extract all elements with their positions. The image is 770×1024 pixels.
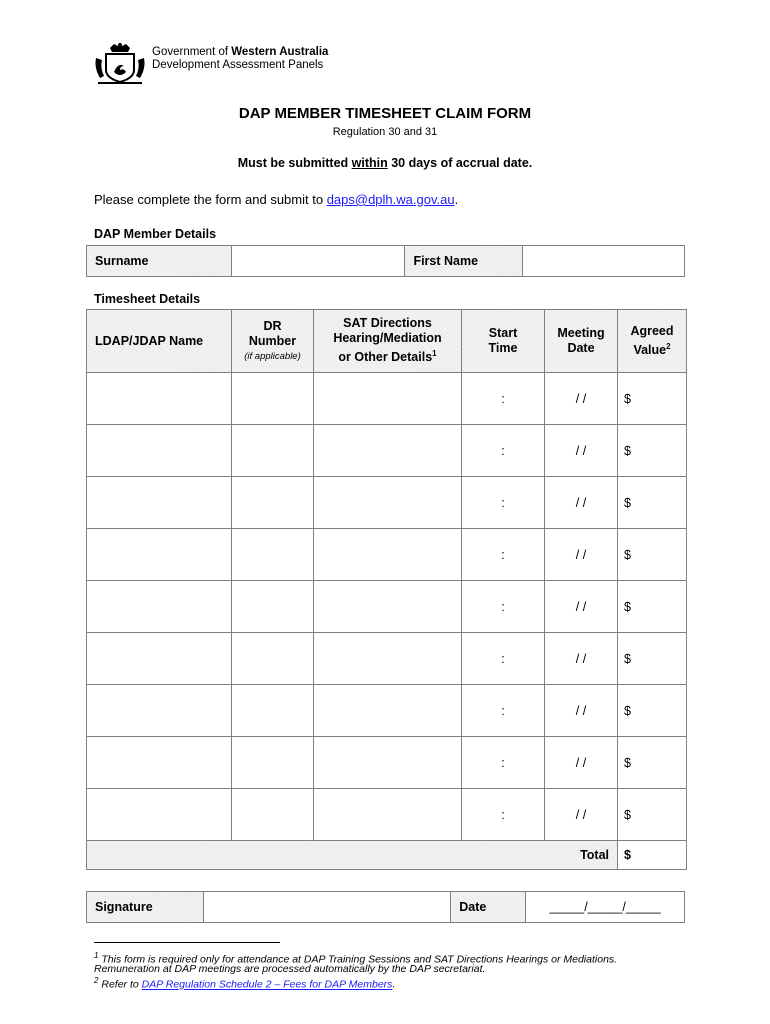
deadline-before: Must be submitted (237, 156, 352, 170)
form-subtitle: Regulation 30 and 31 (332, 126, 438, 138)
col-sat-details (314, 310, 462, 373)
meeting-date-cell[interactable]: / / (545, 477, 618, 529)
deadline-after: 30 days of accrual date. (387, 156, 533, 170)
meeting-date-cell[interactable]: / / (545, 685, 618, 737)
first-name-field[interactable] (523, 246, 685, 277)
footnote-1-number: 1 (94, 951, 99, 960)
organization-name (152, 46, 328, 72)
agreed-value-cell[interactable]: $ (618, 633, 687, 685)
timesheet-header-row (87, 310, 687, 373)
col-agreed-line1: Agreed (630, 323, 674, 338)
first-name-label: First Name (405, 246, 523, 277)
org-subtitle: Development Assessment Panels (152, 59, 324, 71)
email-link[interactable]: daps@dplh.wa.gov.au (326, 192, 455, 207)
col-dr-number (232, 310, 314, 373)
footnote-divider (94, 942, 280, 943)
footnote-1-text: This form is required only for attendance at DAP Training Sessions and SAT Directions Hearings or Mediations. (98, 953, 618, 966)
ldap-name-cell[interactable] (87, 685, 232, 737)
org-bold: Western Australia (231, 46, 329, 58)
member-details-table (86, 245, 685, 277)
dr-number-cell[interactable] (232, 737, 314, 789)
dr-number-cell[interactable] (232, 425, 314, 477)
surname-label: Surname (87, 246, 232, 277)
agreed-value-cell[interactable]: $ (618, 529, 687, 581)
ldap-name-cell[interactable] (87, 373, 232, 425)
footnote-ref-2: 2 (666, 341, 671, 351)
agreed-value-cell[interactable]: $ (618, 477, 687, 529)
timesheet-table (86, 309, 687, 870)
start-time-cell[interactable]: : (462, 789, 545, 841)
instruction-text (94, 192, 458, 207)
sat-details-cell[interactable] (314, 633, 462, 685)
total-value-cell[interactable]: $ (618, 841, 687, 870)
dr-number-cell[interactable] (232, 529, 314, 581)
col-dr-line2: Number (248, 333, 297, 348)
member-details-heading: DAP Member Details (94, 227, 217, 241)
sat-details-cell[interactable] (314, 477, 462, 529)
sat-details-cell[interactable] (314, 789, 462, 841)
dr-number-cell[interactable] (232, 633, 314, 685)
start-time-cell[interactable]: : (462, 685, 545, 737)
meeting-date-cell[interactable]: / / (545, 737, 618, 789)
col-start-line1: Start (488, 326, 518, 340)
meeting-date-cell[interactable]: / / (545, 425, 618, 477)
col-dr-note: (if applicable) (244, 350, 301, 362)
col-start-line2: Time (488, 341, 518, 355)
col-agreed-value (618, 310, 687, 373)
col-meeting-date (545, 310, 618, 373)
timesheet-row (87, 373, 687, 425)
form-title: DAP MEMBER TIMESHEET CLAIM FORM (238, 105, 532, 122)
sat-details-cell[interactable] (314, 581, 462, 633)
footnote-2-number: 2 (94, 976, 99, 985)
dr-number-cell[interactable] (232, 789, 314, 841)
signature-table (86, 891, 685, 923)
total-row (87, 841, 687, 870)
timesheet-row (87, 425, 687, 477)
timesheet-row (87, 581, 687, 633)
timesheet-row (87, 685, 687, 737)
org-prefix: Government of (152, 46, 232, 58)
footnote-2-text: Refer to (98, 978, 142, 991)
ldap-name-cell[interactable] (87, 477, 232, 529)
footnote-1-continued: Remuneration at DAP meetings are processed automatically by the DAP secretariat. (94, 963, 486, 975)
agreed-value-cell[interactable]: $ (618, 685, 687, 737)
deadline-underlined: within (351, 156, 388, 170)
col-meeting-line1: Meeting (557, 326, 605, 340)
surname-field[interactable] (231, 246, 405, 277)
ldap-name-cell[interactable] (87, 789, 232, 841)
sat-details-cell[interactable] (314, 425, 462, 477)
date-field[interactable]: _____/_____/_____ (526, 892, 685, 923)
timesheet-row (87, 789, 687, 841)
dr-number-cell[interactable] (232, 581, 314, 633)
start-time-cell[interactable]: : (462, 529, 545, 581)
instruction-end: . (454, 192, 459, 207)
sat-details-cell[interactable] (314, 529, 462, 581)
ldap-name-cell[interactable] (87, 737, 232, 789)
start-time-cell[interactable]: : (462, 633, 545, 685)
start-time-cell[interactable]: : (462, 737, 545, 789)
col-dr-line1: DR (263, 318, 282, 333)
agreed-value-cell[interactable]: $ (618, 789, 687, 841)
ldap-name-cell[interactable] (87, 425, 232, 477)
dr-number-cell[interactable] (232, 685, 314, 737)
col-sat-line3: or Other Details (338, 350, 433, 365)
start-time-cell[interactable]: : (462, 425, 545, 477)
start-time-cell[interactable]: : (462, 477, 545, 529)
signature-field[interactable] (203, 892, 450, 923)
signature-label: Signature (87, 892, 204, 923)
ldap-name-cell[interactable] (87, 633, 232, 685)
meeting-date-cell[interactable]: / / (545, 529, 618, 581)
footnote-2 (94, 975, 395, 991)
wa-crest-logo (92, 42, 148, 86)
meeting-date-cell[interactable]: / / (545, 373, 618, 425)
agreed-value-cell[interactable]: $ (618, 425, 687, 477)
col-agreed-line2: Value (633, 343, 667, 358)
agreed-value-cell[interactable]: $ (618, 737, 687, 789)
timesheet-row (87, 477, 687, 529)
meeting-date-cell[interactable]: / / (545, 581, 618, 633)
ldap-name-cell[interactable] (87, 581, 232, 633)
col-meeting-line2: Date (567, 341, 595, 355)
timesheet-heading: Timesheet Details (94, 292, 201, 306)
col-sat-line2: Hearing/Mediation (333, 331, 442, 346)
meeting-date-cell[interactable]: / / (545, 633, 618, 685)
sat-details-cell[interactable] (314, 373, 462, 425)
start-time-cell[interactable]: : (462, 373, 545, 425)
agreed-value-cell[interactable]: $ (618, 373, 687, 425)
col-ldap-name: LDAP/JDAP Name (87, 310, 232, 373)
sat-details-cell[interactable] (314, 737, 462, 789)
footnote-ref-1: 1 (432, 349, 437, 359)
date-label: Date (451, 892, 526, 923)
sat-details-cell[interactable] (314, 685, 462, 737)
col-start-time (462, 310, 545, 373)
meeting-date-cell[interactable]: / / (545, 789, 618, 841)
dr-number-cell[interactable] (232, 373, 314, 425)
fees-schedule-link[interactable]: DAP Regulation Schedule 2 – Fees for DAP Members (141, 978, 393, 991)
instruction-body: Please complete the form and submit to (94, 192, 327, 207)
dr-number-cell[interactable] (232, 477, 314, 529)
timesheet-row (87, 529, 687, 581)
timesheet-row (87, 633, 687, 685)
col-sat-line1: SAT Directions (343, 316, 432, 331)
footnote-2-end: . (392, 978, 396, 991)
total-label: Total (87, 841, 618, 870)
ldap-name-cell[interactable] (87, 529, 232, 581)
start-time-cell[interactable]: : (462, 581, 545, 633)
agreed-value-cell[interactable]: $ (618, 581, 687, 633)
deadline-notice (0, 156, 770, 170)
timesheet-row (87, 737, 687, 789)
